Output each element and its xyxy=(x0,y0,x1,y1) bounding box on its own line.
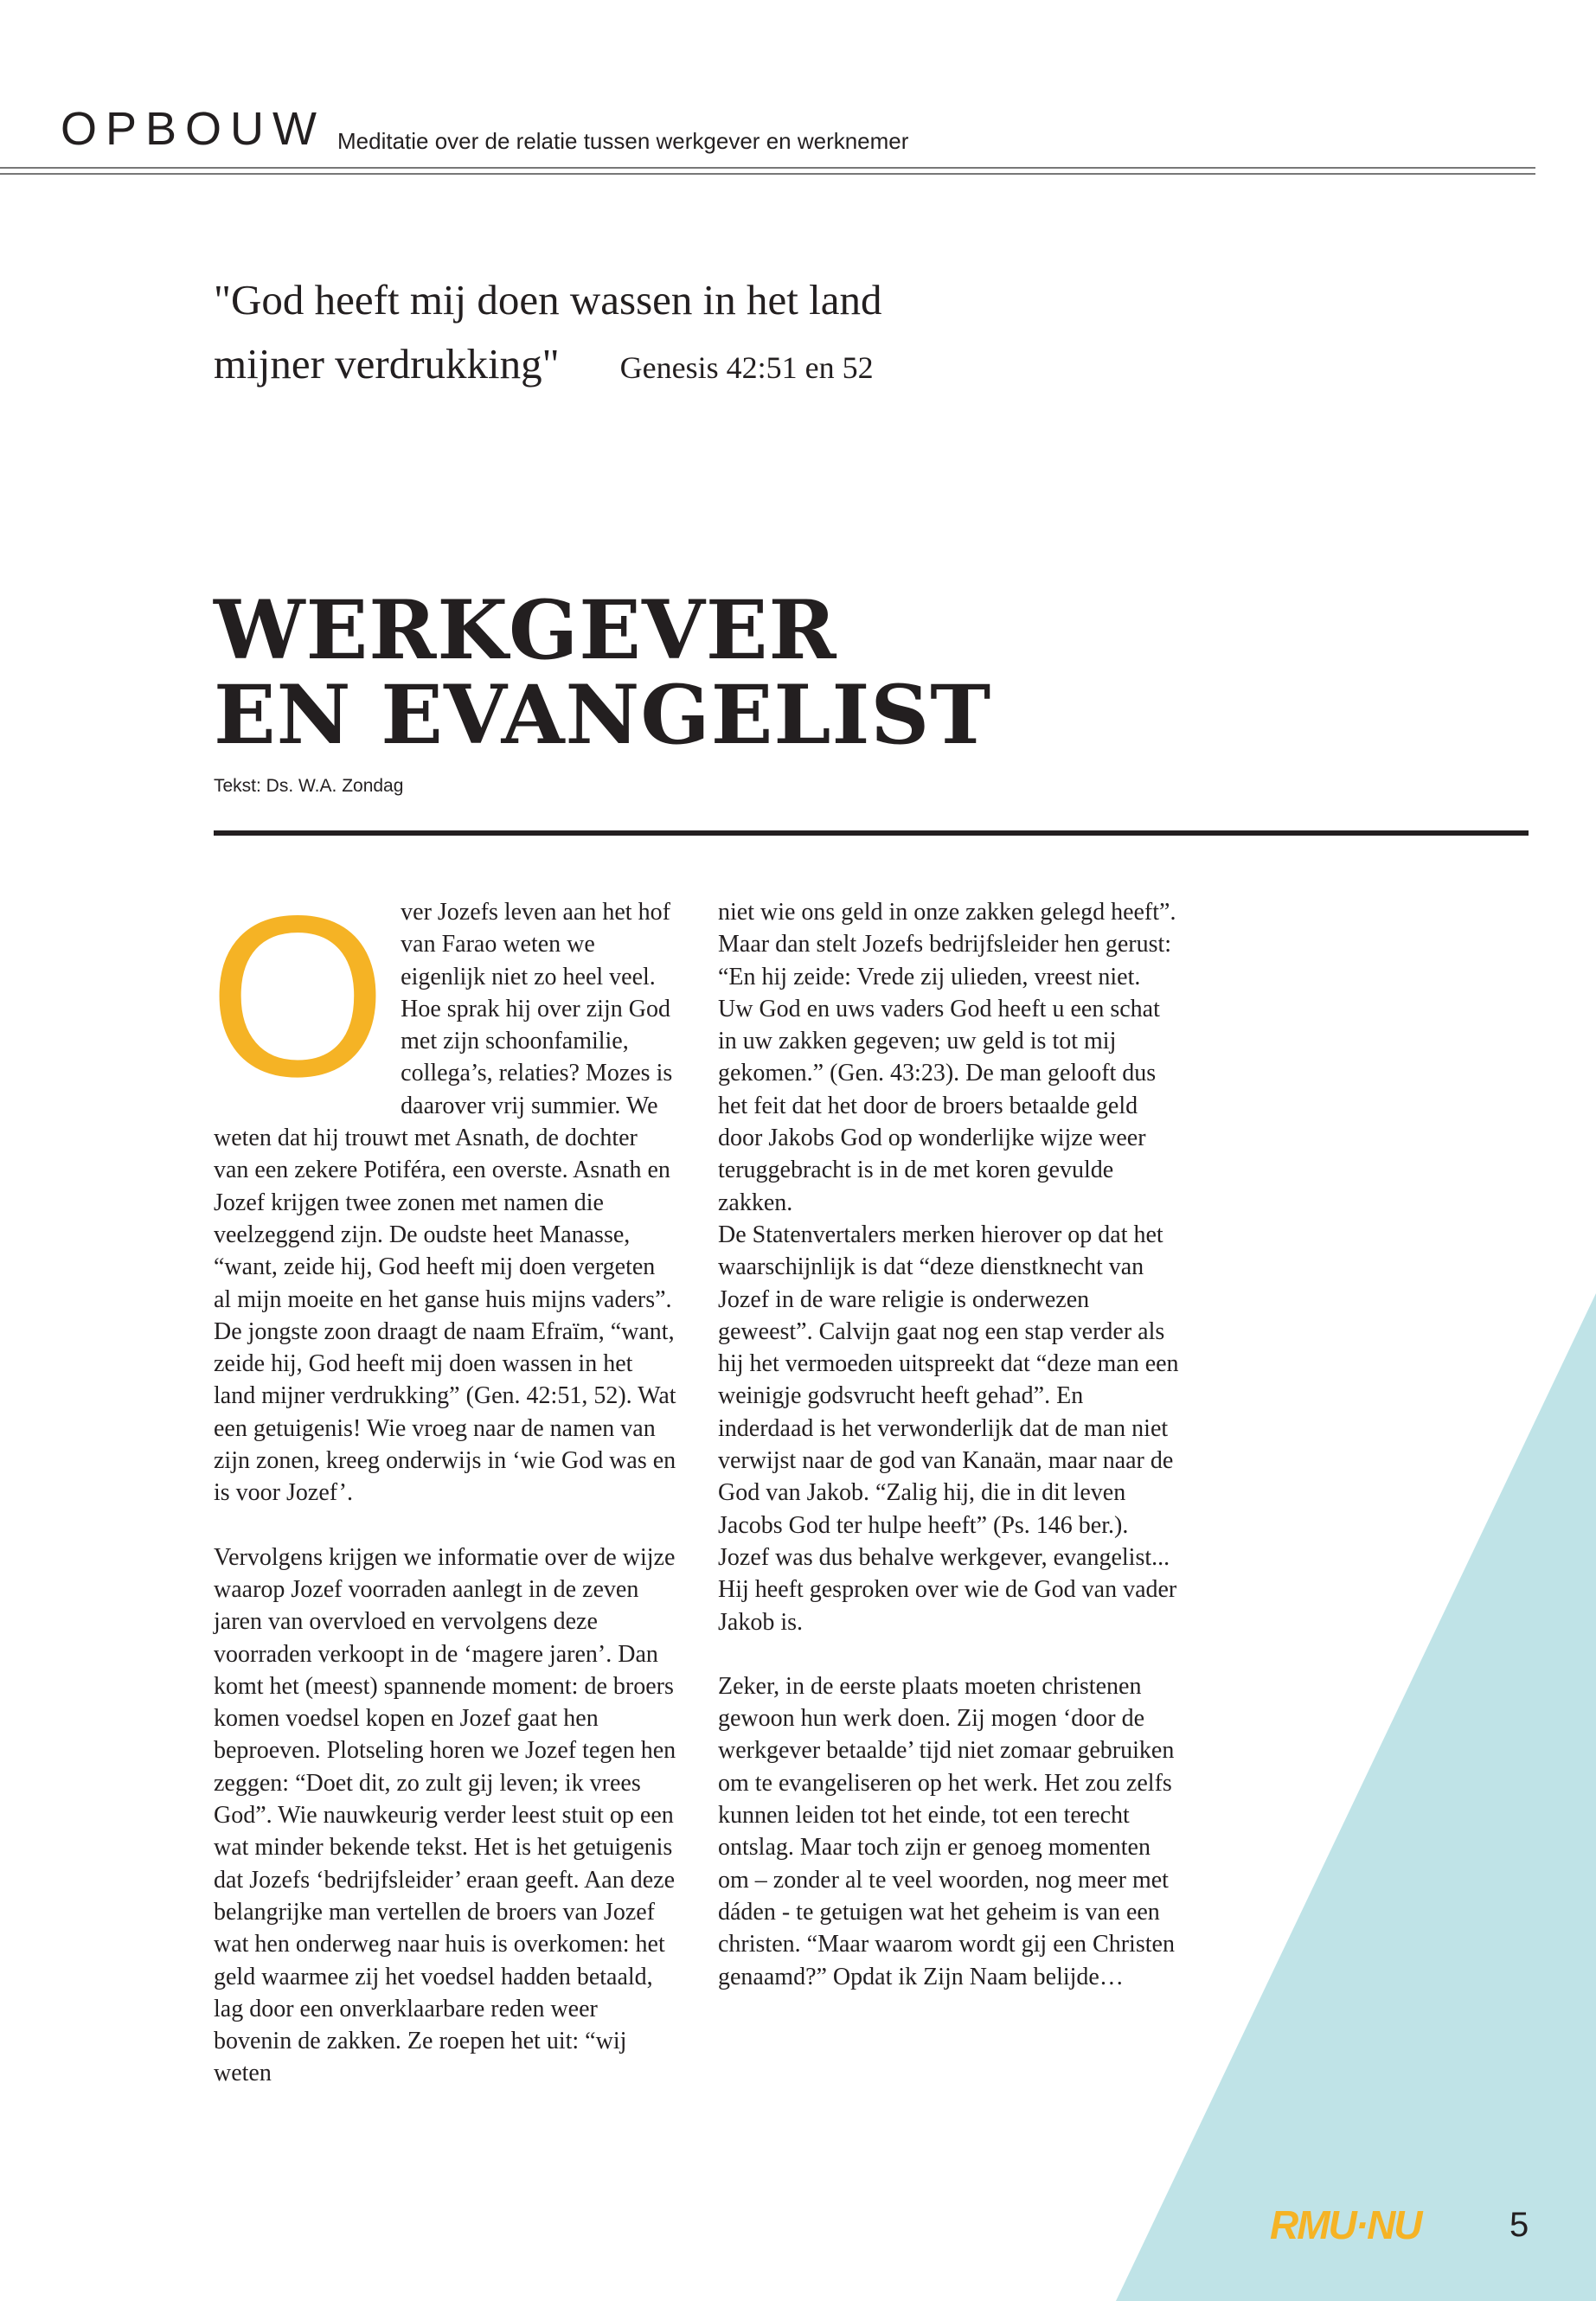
header-rule xyxy=(0,167,1535,169)
paragraph-1 xyxy=(208,868,676,1509)
quote-line-2: mijner verdrukking" xyxy=(214,340,560,388)
paragraph-2: Vervolgens krijgen we informatie over de wijze waarop Jozef voorraden aanlegt in de zeven jaren van overvloed en vervolgens deze voorraden verkoopt in de ‘magere jaren’. Dan komt het (meest) spannende moment: de broers komen voedsel kopen en Jozef gaat hen beproeven. Plotseling horen we Jozef tegen hen zeggen: “Doet dit, zo zult gij leven; ik vrees God”. Wie nauwkeurig verder leest stuit op een wat minder bekende tekst. Het is het getuigenis dat Jozefs ‘bedrijfsleider’ eraan geeft. Aan deze belangrijke man vertellen de broers van Jozef wat hen onderweg naar huis is overkomen: het geld waarmee zij het voedsel hadden betaald, lag door een onverklaarbare reden weer bovenin de zakken. Ze roepen het uit: “wij weten xyxy=(214,1543,676,2087)
paragraph-1-text: ver Jozefs leven aan het hof van Farao weten we eigenlijk niet zo heel veel. Hoe sprak hij over zijn God met zijn schoonfamilie, collega’s, relaties? Mozes is daarover vrij summier. We weten dat hij trouwt met Asnath, de dochter van een zekere Potiféra, een overste. Asnath en Jozef krijgen twee zonen met namen die veelzeggend zijn. De oudste heet Manasse, “want, zeide hij, God heeft mij doen vergeten al mijn moeite en het ganse huis mijns vaders”. De jongste zoon draagt de naam Efraïm, “want, zeide hij, God heeft mij doen wassen in het land mijner verdrukking” (Gen. 42:51, 52). Wat een getuigenis! Wie vroeg naar de namen van zijn zonen, kreeg onderwijs in ‘wie God was en is voor Jozef’. xyxy=(214,899,676,1507)
byline: Tekst: Ds. W.A. Zondag xyxy=(214,776,404,796)
header-rule-second xyxy=(0,173,1535,175)
header-subtitle: Meditatie over de relatie tussen werkgever en werknemer xyxy=(337,128,909,154)
drop-cap: O xyxy=(208,868,388,1125)
section-label: OPBOUW xyxy=(61,103,326,155)
bible-quote xyxy=(214,268,882,400)
paragraph-4: De Statenvertalers merken hierover op dat het waarschijnlijk is dat “deze dienstknecht van Jozef in de ware religie is onderwezen geweest”. Calvijn gaat nog een stap verder als hij het vermoeden uitspreekt dat “deze man een weinigje godsvrucht heeft gehad”. En inderdaad is het verwonderlijk dat de man niet verwijst naar de god van Kanaän, maar naar de God van Jakob. “Zalig hij, die in dit leven Jacobs God ter hulpe heeft” (Ps. 146 ber.). Jozef was dus behalve werkgever, evangelist... Hij heeft gesproken over wie de God van vader Jakob is. xyxy=(718,1221,1179,1636)
rmu-nu-logo: RMU·NU xyxy=(1270,2202,1421,2247)
quote-line-1: "God heeft mij doen wassen in het land xyxy=(214,276,882,324)
title-line-2: EN EVANGELIST xyxy=(214,668,992,763)
title-line-1: WERKGEVER xyxy=(214,583,837,678)
title-rule xyxy=(214,830,1529,836)
article-column-1 xyxy=(208,868,676,2090)
paragraph-5: Zeker, in de eerste plaats moeten christenen gewoon hun werk doen. Zij mogen ‘door de werkgever betaalde’ tijd niet zomaar gebruiken om te evangeliseren op het werk. Het zou zelfs kunnen leiden tot het einde, tot een terecht ontslag. Maar toch zijn er genoeg momenten om – zonder al te veel woorden, nog meer met dáden - te getuigen wat het geheim is van een christen. “Maar waarom wordt gij een Christen genaamd?” Opdat ik Zijn Naam belijde… xyxy=(718,1672,1175,1990)
quote-reference: Genesis 42:51 en 52 xyxy=(619,350,874,385)
paragraph-3: niet wie ons geld in onze zakken gelegd heeft”. Maar dan stelt Jozefs bedrijfsleider hen gerust: “En hij zeide: Vrede zij ulieden, vreest niet. Uw God en uws vaders God heeft u een schat in uw zakken gegeven; uw geld is tot mij gekomen.” (Gen. 43:23). De man gelooft dus het feit dat het door de broers betaalde geld door Jakobs God op wonderlijke wijze weer teruggebracht is in de met koren gevulde zakken. xyxy=(718,899,1176,1216)
article-column-2 xyxy=(718,896,1181,1993)
page-number: 5 xyxy=(1509,2206,1529,2244)
article-title xyxy=(214,583,992,763)
